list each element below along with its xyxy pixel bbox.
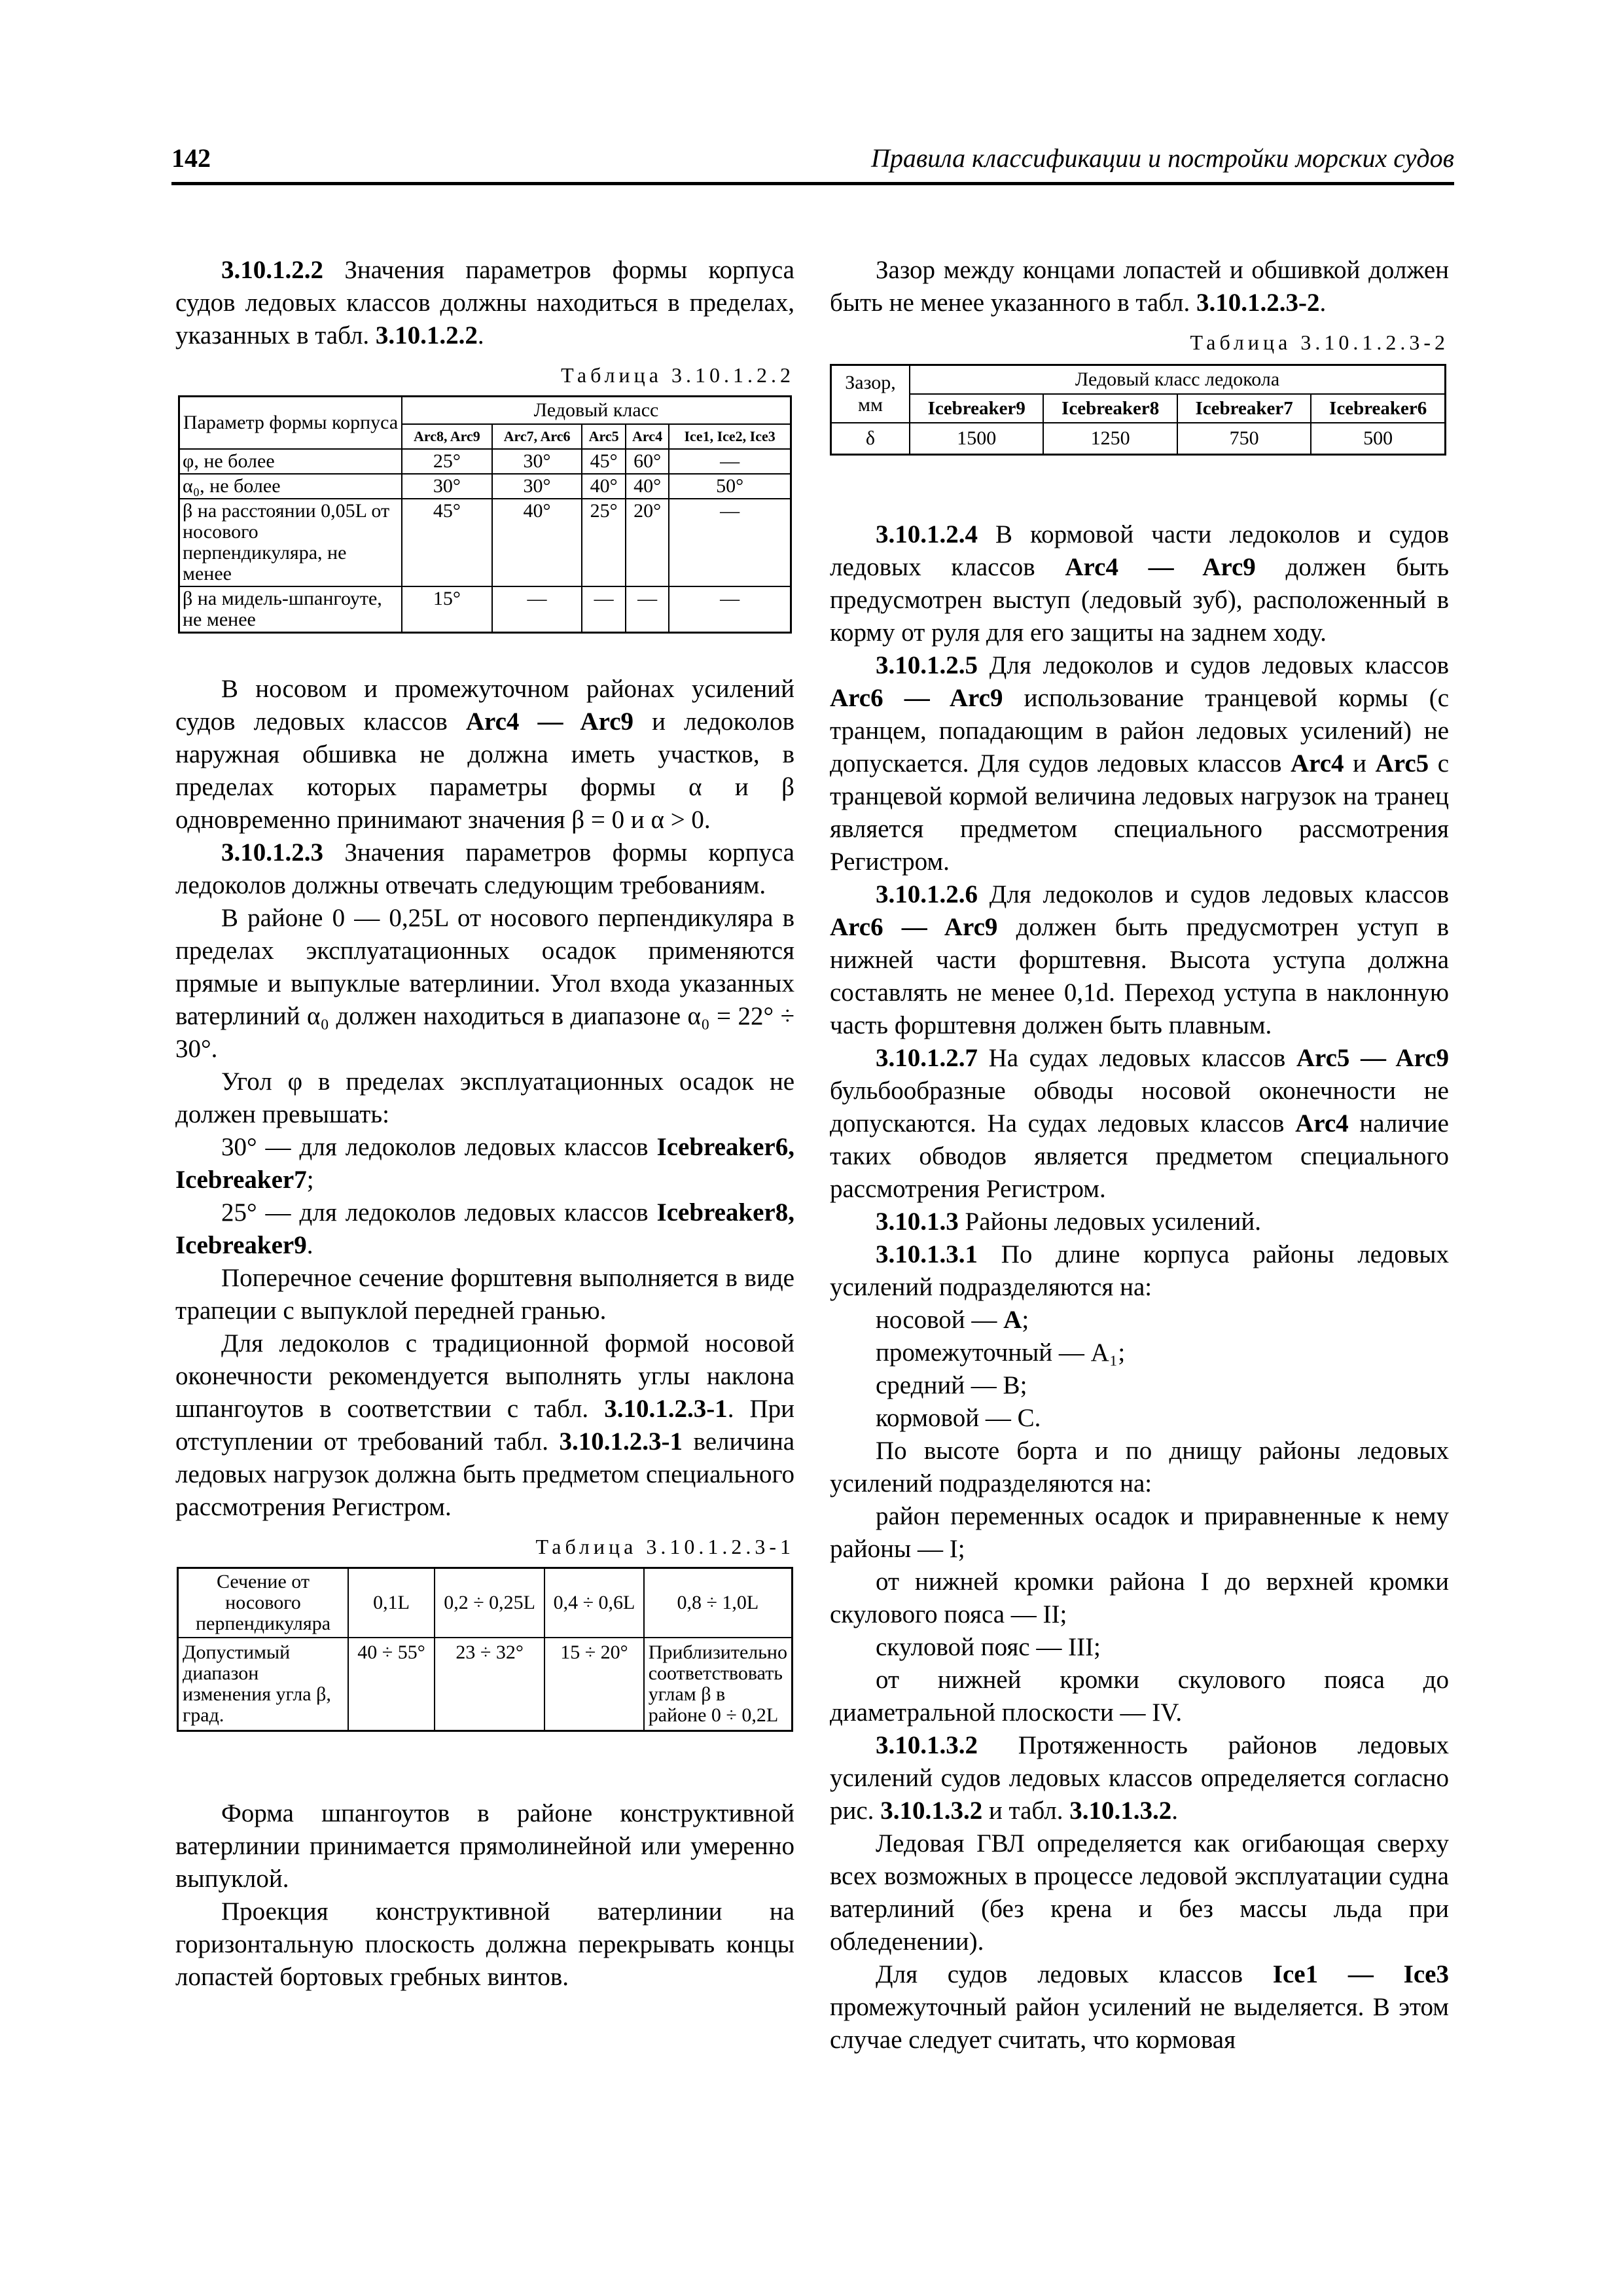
- table-ref: 3.10.1.2.3-1: [604, 1395, 728, 1423]
- paragraph: Ледовая ГВЛ определяется как огибающая сверху всех возможных в процессе ледовой эксплуатации судна ватерлиний (без крена и без массы льда при обледенении).: [830, 1829, 1449, 1956]
- paragraph: По высоте борта и по днищу районы ледовых усилений подразделяются на:: [830, 1437, 1449, 1498]
- class-header: Arc8, Arc9: [402, 424, 492, 449]
- clause-number: 3.10.1.2.3: [221, 838, 323, 867]
- paragraph-3-10-1-2-6: 3.10.1.2.6 Для ледоколов и судов ледовых классов Arc6 — Arc9 должен быть предусмотрен уступ в нижней части форштевня. Высота уступа должна составлять не менее 0,1d. Переход уступа в наклонную часть форштевня должен быть плавным.: [830, 880, 1449, 1039]
- paragraph: район переменных осадок и приравненные к нему районы — I;: [830, 1502, 1449, 1563]
- right-column: [830, 254, 1449, 2056]
- value-cell: Приблизительно соответствовать углам β в районе 0 ÷ 0,2L: [644, 1638, 793, 1731]
- paragraph-3-10-1-3: 3.10.1.3 Районы ледовых усилений.: [876, 1208, 1261, 1236]
- value-cell: —: [669, 449, 791, 474]
- spacer: [830, 475, 1449, 518]
- row-label: δ: [831, 423, 910, 455]
- value-cell: 1250: [1043, 423, 1177, 455]
- hull-form-parameters-table: [178, 395, 792, 634]
- value-cell: 40°: [582, 474, 625, 499]
- column-header-parameter: Параметр формы корпуса: [179, 397, 402, 450]
- paragraph-3-10-1-2-4: 3.10.1.2.4 В кормовой части ледоколов и судов ледовых классов Arc4 — Arc9 должен быть предусмотрен выступ (ледовый зуб), расположенный в корму от руля для его защиты на заднем ходу.: [830, 520, 1449, 647]
- column-header-ice-class: Ледовый класс: [402, 397, 791, 425]
- ice-class-ref: Ice1 — Ice3: [1272, 1960, 1449, 1988]
- column-header: 0,2 ÷ 0,25L: [435, 1568, 544, 1638]
- paragraph: Угол φ в пределах эксплуатационных осадок не должен превышать:: [175, 1067, 794, 1128]
- paragraph-3-10-1-2-2: 3.10.1.2.2 Значения параметров формы корпуса судов ледовых классов должны находиться в пределах, указанных в табл. 3.10.1.2.2.: [175, 256, 794, 350]
- paragraph-3-10-1-2-3: 3.10.1.2.3 Значения параметров формы корпуса ледоколов должны отвечать следующим требованиям.: [175, 838, 794, 899]
- list-item: носовой — A;: [876, 1306, 1029, 1334]
- table-row: [178, 1638, 793, 1731]
- ice-class-ref: Arc4: [1290, 749, 1344, 778]
- value-cell: 40°: [626, 474, 669, 499]
- value-cell: 25°: [582, 499, 625, 586]
- value-cell: 500: [1311, 423, 1445, 455]
- value-cell: 50°: [669, 474, 791, 499]
- value-cell: 25°: [402, 449, 492, 474]
- figure-ref: 3.10.1.3.2: [880, 1797, 983, 1825]
- class-header: Icebreaker7: [1177, 394, 1311, 423]
- class-header: Icebreaker6: [1311, 394, 1445, 423]
- clause-number: 3.10.1.2.4: [876, 520, 978, 548]
- list-item: средний — B;: [876, 1371, 1027, 1399]
- column-header-section: Сечение от носового перпендикуляра: [178, 1568, 349, 1638]
- paragraph: 25° — для ледоколов ледовых классов Icebreaker8, Icebreaker9.: [175, 1198, 794, 1259]
- paragraph: Для судов ледовых классов Ice1 — Ice3 промежуточный район усилений не выделяется. В этом случае следует считать, что кормовая: [830, 1960, 1449, 2054]
- paragraph: от нижней кромки скулового пояса до диаметральной плоскости — IV.: [830, 1666, 1449, 1727]
- list-item: кормовой — C.: [876, 1404, 1041, 1432]
- left-column: [175, 254, 794, 1994]
- value-cell: —: [669, 499, 791, 586]
- paragraph: Форма шпангоутов в районе конструктивной ватерлинии принимается прямолинейной или умеренно выпуклой.: [175, 1799, 794, 1893]
- clause-number: 3.10.1.3.2: [876, 1731, 978, 1759]
- ice-class-ref: Icebreaker6, Icebreaker7: [175, 1133, 794, 1194]
- paragraph: В районе 0 — 0,25L от носового перпендикуляра в пределах эксплуатационных осадок применяются прямые и выпуклые ватерлинии. Угол входа указанных ватерлиний α₀ должен находиться в диапазоне α₀ = 22° ÷ 30°.: [175, 904, 794, 1063]
- column-header: 0,8 ÷ 1,0L: [644, 1568, 793, 1638]
- ice-class-ref: Arc6 — Arc9: [830, 913, 998, 941]
- paragraph-3-10-1-3-1: 3.10.1.3.1 По длине корпуса районы ледовых усилений подразделяются на:: [830, 1240, 1449, 1301]
- page-header: [171, 143, 1454, 185]
- table-ref: 3.10.1.3.2: [1069, 1797, 1172, 1825]
- frame-angle-table: [177, 1567, 793, 1732]
- class-header: Icebreaker8: [1043, 394, 1177, 423]
- clause-number: 3.10.1.3: [876, 1208, 959, 1236]
- value-cell: 23 ÷ 32°: [435, 1638, 544, 1731]
- value-cell: 15°: [402, 586, 492, 633]
- row-label: Допустимый диапазон изменения угла β, град.: [178, 1638, 349, 1731]
- class-header: Icebreaker9: [910, 394, 1043, 423]
- table-caption: Таблица 3.10.1.2.3-2: [1190, 331, 1449, 354]
- parameter-cell: α₀, не более: [179, 474, 402, 499]
- value-cell: 40°: [492, 499, 582, 586]
- ice-class-ref: Arc4: [1295, 1109, 1349, 1138]
- clause-number: 3.10.1.2.7: [876, 1044, 978, 1072]
- table-caption: Таблица 3.10.1.2.3-1: [535, 1535, 794, 1558]
- parameter-cell: β на мидель-шпангоуте, не менее: [179, 586, 402, 633]
- ice-class-ref: Arc4 — Arc9: [465, 708, 634, 736]
- table-row: [831, 423, 1446, 455]
- table-row: [179, 474, 791, 499]
- paragraph: 30° — для ледоколов ледовых классов Icebreaker6, Icebreaker7;: [175, 1133, 794, 1194]
- value-cell: 15 ÷ 20°: [544, 1638, 643, 1731]
- clause-number: 3.10.1.3.1: [876, 1240, 978, 1268]
- table-ref: 3.10.1.2.3-2: [1196, 289, 1320, 317]
- clause-number: 3.10.1.2.2: [221, 256, 323, 284]
- paragraph: В носовом и промежуточном районах усилений судов ледовых классов Arc4 — Arc9 и ледоколов наружная обшивка не должна иметь участков, в пределах которых параметры формы α и β одновременно принимают значения β = 0 и α > 0.: [175, 675, 794, 834]
- paragraph: Проекция конструктивной ватерлинии на горизонтальную плоскость должна перекрывать концы лопастей бортовых гребных винтов.: [175, 1897, 794, 1991]
- table-row: [179, 499, 791, 586]
- paragraph: от нижней кромки района I до верхней кромки скулового пояса — II;: [830, 1568, 1449, 1628]
- clause-number: 3.10.1.2.6: [876, 880, 978, 908]
- table-row: [179, 586, 791, 633]
- class-header: Arc7, Arc6: [492, 424, 582, 449]
- value-cell: 30°: [492, 449, 582, 474]
- ice-class-ref: Icebreaker8, Icebreaker9: [175, 1198, 794, 1259]
- table-caption: Таблица 3.10.1.2.2: [561, 363, 794, 387]
- column-header-gap: Зазор, мм: [831, 365, 910, 423]
- ice-class-ref: Arc5 — Arc9: [1296, 1044, 1449, 1072]
- value-cell: 40 ÷ 55°: [348, 1638, 435, 1731]
- value-cell: —: [582, 586, 625, 633]
- value-cell: 30°: [492, 474, 582, 499]
- column-header: 0,4 ÷ 0,6L: [544, 1568, 643, 1638]
- paragraph: Зазор между концами лопастей и обшивкой должен быть не менее указанного в табл. 3.10.1.2.3-2.: [830, 256, 1449, 317]
- list-item: промежуточный — A₁;: [876, 1338, 1126, 1367]
- ice-class-ref: Arc4 — Arc9: [1065, 553, 1256, 581]
- paragraph: Для ледоколов с традиционной формой носовой оконечности рекомендуется выполнять углы наклона шпангоутов в соответствии с табл. 3.10.1.2.3-1. При отступлении от требований табл. 3.10.1.2.3-1 величина ледовых нагрузок должна быть предметом специального рассмотрения Регистром.: [175, 1329, 795, 1521]
- class-header: Arc5: [582, 424, 625, 449]
- table-ref: 3.10.1.2.3-1: [559, 1427, 683, 1456]
- clause-number: 3.10.1.2.5: [876, 651, 978, 679]
- value-cell: —: [669, 586, 791, 633]
- paragraph-3-10-1-2-7: 3.10.1.2.7 На судах ледовых классов Arc5 — Arc9 бульбообразные обводы носовой оконечности не допускаются. На судах ледовых классов Arc4 наличие таких обводов является предметом специального рассмотрения Регистром.: [830, 1044, 1449, 1203]
- page-number: 142: [171, 143, 211, 173]
- value-cell: 750: [1177, 423, 1311, 455]
- column-header: 0,1L: [348, 1568, 435, 1638]
- column-header-icebreaker-class: Ледовый класс ледокола: [910, 365, 1446, 395]
- parameter-cell: φ, не более: [179, 449, 402, 474]
- paragraph: Поперечное сечение форштевня выполняется в виде трапеции с выпуклой передней гранью.: [175, 1264, 794, 1325]
- table-ref: 3.10.1.2.2: [375, 321, 478, 350]
- class-header: Arc4: [626, 424, 669, 449]
- value-cell: 20°: [626, 499, 669, 586]
- paragraph-3-10-1-3-2: 3.10.1.3.2 Протяженность районов ледовых усилений судов ледовых классов определяется согласно рис. 3.10.1.3.2 и табл. 3.10.1.3.2.: [830, 1731, 1449, 1825]
- running-title: Правила классификации и постройки морских судов: [870, 143, 1454, 173]
- value-cell: 45°: [402, 499, 492, 586]
- value-cell: —: [626, 586, 669, 633]
- table-row: [179, 449, 791, 474]
- value-cell: 45°: [582, 449, 625, 474]
- ice-class-ref: Arc5: [1375, 749, 1429, 778]
- value-cell: 1500: [910, 423, 1043, 455]
- ice-class-ref: Arc6 — Arc9: [830, 684, 1003, 712]
- parameter-cell: β на расстоянии 0,05L от носового перпендикуляра, не менее: [179, 499, 402, 586]
- value-cell: 60°: [626, 449, 669, 474]
- paragraph: скуловой пояс — III;: [876, 1633, 1101, 1661]
- value-cell: 30°: [402, 474, 492, 499]
- paragraph-3-10-1-2-5: 3.10.1.2.5 Для ледоколов и судов ледовых классов Arc6 — Arc9 использование транцевой кормы (с транцем, попадающим в район ледовых усилений) не допускается. Для судов ледовых классов Arc4 и Arc5 с транцевой кормой величина ледовых нагрузок на транец является предметом специального рассмотрения Регистром.: [830, 651, 1450, 876]
- value-cell: —: [492, 586, 582, 633]
- propeller-clearance-table: [830, 364, 1446, 456]
- class-header: Ice1, Ice2, Ice3: [669, 424, 791, 449]
